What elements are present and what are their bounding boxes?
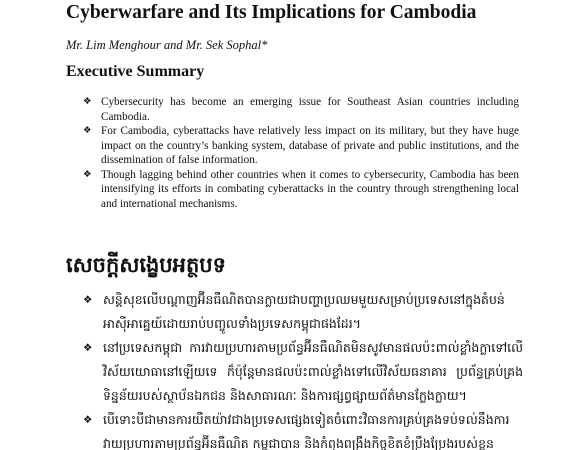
summary-point-text: សន្តិសុខលើបណ្តាញអ៊ីនធឺណិតបានក្លាយជាបញ្ហាប្រឈមមួយសម្រាប់ប្រទេសនៅក្នុងតំបន់អាស៊ីអាគ្នេយ៍ដោយរាប់បញ្ចូលទាំងប្រទេសកម្ពុជាផងដែរ។ <box>103 292 505 331</box>
khmer-summary-heading: សេចក្ដីសង្ខេបអត្ថបទ <box>66 253 226 277</box>
executive-summary-heading: Executive Summary <box>66 63 205 80</box>
list-item <box>83 288 523 336</box>
diamond-bullet-icon: ❖ <box>83 294 93 306</box>
list-item <box>83 168 519 212</box>
summary-point-text: Cybersecurity has become an emerging issue for Southeast Asian countries including Cambodia. <box>101 96 519 123</box>
document-title: Cyberwarfare and Its Implications for Cambodia <box>66 2 477 23</box>
summary-point-text: Though lagging behind other countries when it comes to cybersecurity, Cambodia has been intensifying its efforts in combating cyberattacks in the country through strengthening local and international mechanisms. <box>101 168 519 210</box>
diamond-bullet-icon: ❖ <box>83 342 93 354</box>
summary-point-text: For Cambodia, cyberattacks have relatively less impact on its military, but they have huge impact on the country’s banking system, database of private and public institutions, and the dissemination of false information. <box>101 125 519 166</box>
summary-point-text: បើទោះបីជាមានការយឺតយ៉ាវជាងប្រទេសផ្សេងទៀតចំពោះវិធានការគ្រប់គ្រងទប់ទល់នឹងការវាយប្រហារតាមប្រព័ន្ធអ៊ីនធឺណិត កម្ពុជាបាន និងកំពុងពង្រឹងកិច្ចខិតខំប្រឹងប្រែងរបស់ខ្លួន <box>103 412 510 450</box>
summary-point-text: នៅប្រទេសកម្ពុជា ការវាយប្រហារតាមប្រព័ន្ធអ៊ីនធឺណិតមិនសូវមានផលប៉ះពាល់ខ្លាំងក្លាទៅលើវិស័យយោធានៅឡើយទេ ក៏ប៉ុន្តែមានផលប៉ះពាល់ខ្លាំងទៅលើវិស័យធនាគារ ប្រព័ន្ធគ្រប់គ្រងទិន្នន័យរបស់ស្ថាប័នឯកជន និងសាធារណៈ និងការផ្សព្វផ្សាយព័ត៌មានក្លែងក្លាយ។ <box>103 340 523 403</box>
english-summary-list <box>83 95 519 211</box>
diamond-bullet-icon: ❖ <box>83 168 92 180</box>
list-item <box>83 408 523 450</box>
list-item <box>83 336 523 408</box>
authors-line: Mr. Lim Menghour and Mr. Sek Sophal* <box>66 38 268 52</box>
diamond-bullet-icon: ❖ <box>83 414 93 426</box>
khmer-summary-list <box>83 288 523 450</box>
diamond-bullet-icon: ❖ <box>83 125 92 136</box>
list-item <box>83 95 519 124</box>
list-item <box>83 124 519 168</box>
diamond-bullet-icon: ❖ <box>83 96 92 107</box>
